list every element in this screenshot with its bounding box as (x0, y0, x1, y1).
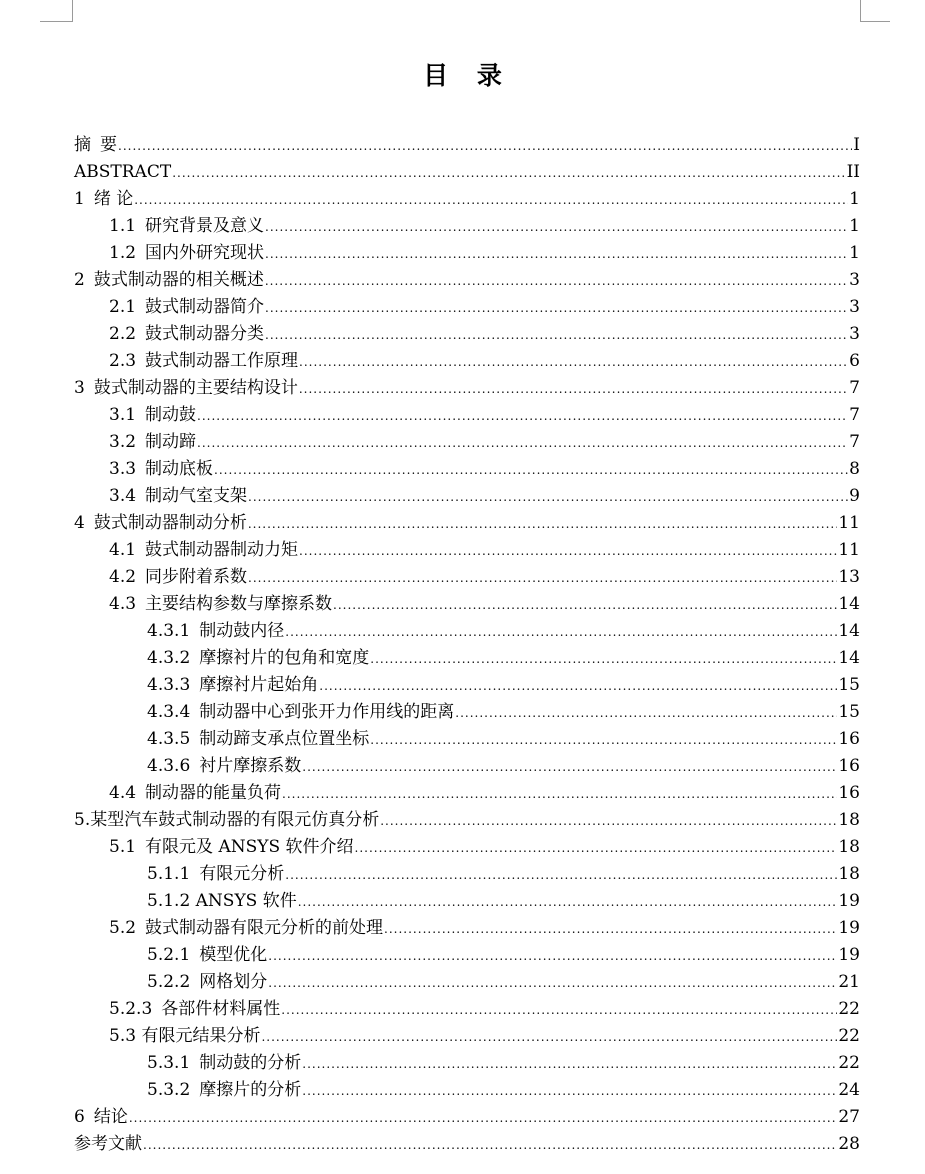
toc-entry-label (109, 591, 332, 618)
toc-entry-label (147, 672, 318, 699)
toc-dot-leader (172, 160, 845, 187)
toc-page-number: 11 (838, 513, 860, 533)
toc-entry-text: 鼓式制动器有限元分析的前处理 (145, 918, 384, 938)
toc-entry-number: 4.3.2 (147, 648, 191, 668)
toc-page-number: 22 (838, 1026, 860, 1046)
toc-entry-text: 鼓式制动器制动力矩 (145, 540, 299, 560)
toc-entry-text: 制动底板 (145, 459, 214, 479)
toc-page-number: 21 (838, 972, 860, 992)
toc-dot-leader (118, 133, 852, 160)
crop-mark-top-left-vertical (72, 0, 73, 22)
toc-entry-text: 鼓式制动器的主要结构设计 (93, 378, 298, 398)
toc-page-number: 14 (838, 621, 860, 641)
toc-entry-label (109, 240, 264, 267)
toc-entry-text: 各部件材料属性 (161, 999, 281, 1019)
toc-page-number: 18 (838, 837, 860, 857)
toc-entry[interactable] (74, 753, 860, 780)
toc-entry-text: 参考文献 (74, 1134, 142, 1154)
toc-entry-text: ABSTRACT (74, 162, 172, 182)
toc-entry-label (109, 483, 247, 510)
toc-entry-label (74, 267, 264, 294)
toc-dot-leader (319, 673, 837, 700)
toc-dot-leader (298, 889, 838, 916)
toc-entry-label (109, 780, 281, 807)
toc-entry[interactable] (74, 780, 860, 807)
toc-entry-label (109, 996, 280, 1023)
toc-entry[interactable] (74, 942, 860, 969)
toc-entry-number: 2.3 (109, 351, 137, 371)
toc-entry-label (109, 834, 354, 861)
toc-dot-leader (285, 619, 837, 646)
toc-entry-label (74, 1104, 128, 1131)
toc-entry-number: 3 (74, 378, 85, 398)
toc-entry-number: 4.4 (109, 783, 137, 803)
toc-dot-leader (129, 1105, 838, 1132)
toc-entry-label (147, 726, 369, 753)
toc-entry[interactable] (74, 294, 860, 321)
toc-entry[interactable] (74, 510, 860, 537)
toc-entry-label (74, 510, 247, 537)
toc-entry[interactable] (74, 699, 860, 726)
toc-entry-label (74, 186, 133, 213)
toc-dot-leader (197, 430, 848, 457)
toc-entry-text: 同步附着系数 (145, 567, 248, 587)
toc-page-number: 6 (849, 351, 860, 371)
toc-dot-leader (299, 349, 848, 376)
toc-entry-number: 5.2.3 (109, 999, 153, 1019)
toc-entry-text: 模型优化 (199, 945, 268, 965)
toc-dot-leader (248, 565, 837, 592)
toc-dot-leader (285, 862, 837, 889)
toc-page-number: 3 (849, 324, 860, 344)
toc-entry-label (147, 888, 297, 915)
toc-page-number: 16 (838, 756, 860, 776)
toc-page-number: 19 (838, 945, 860, 965)
toc-entry-text: 衬片摩擦系数 (199, 756, 302, 776)
toc-entry-number: 6 (74, 1107, 85, 1127)
toc-page-number: 1 (849, 243, 860, 263)
toc-entry[interactable] (74, 888, 860, 915)
toc-entry-number: 4.3.1 (147, 621, 191, 641)
toc-entry-number: 4.1 (109, 540, 137, 560)
toc-dot-leader (268, 943, 837, 970)
toc-dot-leader (248, 484, 848, 511)
toc-dot-leader (281, 997, 837, 1024)
toc-page-number: 7 (849, 378, 860, 398)
toc-entry-text: 有限元及 ANSYS 软件介绍 (145, 837, 354, 857)
toc-entry-label (147, 699, 454, 726)
toc-entry-number: 2.2 (109, 324, 137, 344)
toc-dot-leader (370, 646, 837, 673)
toc-entry-number: 5.2.2 (147, 972, 191, 992)
toc-entry-text: 结论 (93, 1107, 128, 1127)
toc-entry-text: 制动器中心到张开力作用线的距离 (199, 702, 455, 722)
toc-dot-leader (248, 511, 838, 538)
toc-entry-number: 3.1 (109, 405, 137, 425)
toc-entry[interactable] (74, 915, 860, 942)
toc-entry-text: 鼓式制动器制动分析 (93, 513, 247, 533)
toc-page-number: 19 (838, 918, 860, 938)
toc-entry-number: 5.2 (109, 918, 137, 938)
toc-entry[interactable] (74, 807, 860, 834)
toc-dot-leader (265, 268, 848, 295)
toc-dot-leader (299, 538, 837, 565)
toc-entry[interactable] (74, 564, 860, 591)
toc-page-number: 7 (849, 432, 860, 452)
toc-dot-leader (384, 916, 837, 943)
toc-entry-label (109, 429, 196, 456)
toc-entry[interactable] (74, 726, 860, 753)
crop-mark-top-left-horizontal (40, 21, 72, 22)
toc-entry-number: 4.3 (109, 594, 137, 614)
toc-entry-label (74, 132, 117, 159)
toc-page-number: 27 (838, 1107, 860, 1127)
toc-dot-leader (261, 1024, 837, 1051)
toc-page-number: 19 (838, 891, 860, 911)
toc-entry[interactable] (74, 1131, 860, 1158)
toc-entry[interactable] (74, 1023, 860, 1050)
toc-dot-leader (455, 700, 837, 727)
toc-page-number: 7 (849, 405, 860, 425)
toc-entry[interactable] (74, 834, 860, 861)
toc-entry[interactable] (74, 645, 860, 672)
toc-entry-number: 3.3 (109, 459, 137, 479)
toc-page-number: 14 (838, 594, 860, 614)
toc-entry-text: 摩擦片的分析 (199, 1080, 302, 1100)
toc-entry[interactable] (74, 429, 860, 456)
toc-entry-number: 5.3.2 (147, 1080, 191, 1100)
toc-entry-text: 5.某型汽车鼓式制动器的有限元仿真分析 (74, 810, 380, 830)
toc-entry-text: 制动蹄 (145, 432, 197, 452)
toc-entry-number: 4.3.4 (147, 702, 191, 722)
toc-page-number: 11 (838, 540, 860, 560)
toc-dot-leader (265, 214, 848, 241)
toc-entry-text: 制动器的能量负荷 (145, 783, 282, 803)
toc-dot-leader (214, 457, 848, 484)
toc-entry-text: 制动鼓的分析 (199, 1053, 302, 1073)
toc-page-number: 28 (838, 1134, 860, 1154)
toc-entry[interactable] (74, 456, 860, 483)
toc-entry-text: 摩擦衬片的包角和宽度 (199, 648, 370, 668)
toc-entry-label (147, 753, 301, 780)
toc-dot-leader (370, 727, 837, 754)
toc-dot-leader (268, 970, 837, 997)
toc-dot-leader (265, 322, 848, 349)
toc-entry-number: 4 (74, 513, 85, 533)
toc-entry-number: 3.2 (109, 432, 137, 452)
toc-entry-label (147, 861, 284, 888)
toc-entry-label (147, 1050, 301, 1077)
toc-dot-leader (355, 835, 838, 862)
toc-entry-number: 1 (74, 189, 85, 209)
toc-entry[interactable] (74, 591, 860, 618)
toc-entry-text: 鼓式制动器的相关概述 (93, 270, 264, 290)
toc-entry-label (109, 456, 213, 483)
toc-entry-text: 制动蹄支承点位置坐标 (199, 729, 370, 749)
toc-entry[interactable] (74, 159, 860, 186)
toc-page-number: 24 (838, 1080, 860, 1100)
toc-dot-leader (143, 1132, 837, 1159)
toc-entry-label (109, 294, 264, 321)
toc-entry-label (147, 969, 267, 996)
toc-entry-text: 制动鼓内径 (199, 621, 285, 641)
toc-entry[interactable] (74, 321, 860, 348)
toc-page-number: 15 (838, 675, 860, 695)
toc-entry-text: 制动气室支架 (145, 486, 248, 506)
toc-entry-text: 研究背景及意义 (145, 216, 265, 236)
toc-entry-text: 制动鼓 (145, 405, 197, 425)
toc-entry-text: 网格划分 (199, 972, 268, 992)
toc-page-number: 18 (838, 864, 860, 884)
toc-entry[interactable] (74, 1077, 860, 1104)
toc-dot-leader (197, 403, 848, 430)
toc-entry[interactable] (74, 672, 860, 699)
toc-entry-label (109, 402, 196, 429)
toc-entry-label (74, 375, 298, 402)
toc-entry-label (74, 807, 379, 834)
page-title: 目 录 (423, 61, 512, 90)
toc-page-number: 1 (849, 216, 860, 236)
toc-entry-number: 2.1 (109, 297, 137, 317)
toc-entry-number: 5.1 (109, 837, 137, 857)
toc-entry-text: 5.3 有限元结果分析 (109, 1026, 261, 1046)
toc-entry[interactable] (74, 213, 860, 240)
toc-page-number: 16 (838, 729, 860, 749)
toc-entry-text: 要 (100, 135, 117, 155)
toc-entry-label (109, 213, 264, 240)
toc-entry-label (147, 942, 267, 969)
toc-entry[interactable] (74, 861, 860, 888)
toc-entry[interactable] (74, 537, 860, 564)
toc-entry[interactable] (74, 132, 860, 159)
toc-dot-leader (265, 241, 848, 268)
toc-entry[interactable] (74, 402, 860, 429)
toc-entry[interactable] (74, 267, 860, 294)
toc-entry-label (147, 645, 369, 672)
toc-entry-label (74, 1131, 142, 1158)
toc-entry-label (74, 159, 171, 186)
toc-page-number: 8 (849, 459, 860, 479)
toc-dot-leader (265, 295, 848, 322)
toc-entry-label (109, 321, 264, 348)
toc-page-number: 1 (849, 189, 860, 209)
toc-entry-number: 摘 (74, 135, 91, 155)
toc-entry-label (147, 1077, 301, 1104)
toc-dot-leader (302, 754, 837, 781)
toc-entry-label (147, 618, 284, 645)
toc-dot-leader (302, 1051, 837, 1078)
crop-mark-top-right-vertical (860, 0, 861, 22)
toc-entry-text: 鼓式制动器分类 (145, 324, 265, 344)
toc-entry[interactable] (74, 483, 860, 510)
toc-entry-number: 4.3.5 (147, 729, 191, 749)
toc-entry-text: 鼓式制动器工作原理 (145, 351, 299, 371)
toc-page-number: II (846, 162, 860, 182)
toc-page-number: 18 (838, 810, 860, 830)
toc-entry-label (109, 348, 298, 375)
toc-entry[interactable] (74, 996, 860, 1023)
toc-entry-text: 摩擦衬片起始角 (199, 675, 319, 695)
toc-entry[interactable] (74, 618, 860, 645)
toc-dot-leader (333, 592, 837, 619)
toc-entry-label (109, 564, 247, 591)
toc-page-number: 14 (838, 648, 860, 668)
toc-entry-text: 有限元分析 (199, 864, 285, 884)
toc-entry-text: 国内外研究现状 (145, 243, 265, 263)
toc-dot-leader (380, 808, 837, 835)
toc-page-number: 3 (849, 297, 860, 317)
toc-entry-number: 5.2.1 (147, 945, 191, 965)
toc-entry[interactable] (74, 186, 860, 213)
toc-entry-number: 1.2 (109, 243, 137, 263)
toc-entry-number: 4.2 (109, 567, 137, 587)
toc-page-number: 16 (838, 783, 860, 803)
toc-entry-label (109, 1023, 260, 1050)
toc-entry-number: 5.3.1 (147, 1053, 191, 1073)
toc-entry[interactable] (74, 348, 860, 375)
toc-dot-leader (302, 1078, 837, 1105)
toc-entry-number: 1.1 (109, 216, 137, 236)
toc-dot-leader (299, 376, 848, 403)
toc-entry-label (109, 537, 298, 564)
table-of-contents (74, 132, 860, 1158)
toc-entry[interactable] (74, 240, 860, 267)
toc-entry-number: 4.3.6 (147, 756, 191, 776)
toc-entry-number: 3.4 (109, 486, 137, 506)
toc-page-number: I (853, 135, 860, 155)
toc-entry-text: 5.1.2 ANSYS 软件 (147, 891, 297, 911)
toc-page-number: 15 (838, 702, 860, 722)
toc-page-number: 22 (838, 1053, 860, 1073)
toc-entry-number: 5.1.1 (147, 864, 191, 884)
toc-page-number: 3 (849, 270, 860, 290)
toc-entry-number: 2 (74, 270, 85, 290)
toc-entry[interactable] (74, 1104, 860, 1131)
toc-page-number: 13 (838, 567, 860, 587)
toc-entry[interactable] (74, 969, 860, 996)
toc-entry[interactable] (74, 1050, 860, 1077)
toc-dot-leader (282, 781, 837, 808)
toc-page-number: 9 (849, 486, 860, 506)
toc-entry-text: 鼓式制动器简介 (145, 297, 265, 317)
crop-mark-top-right-horizontal (860, 21, 890, 22)
toc-entry-label (109, 915, 383, 942)
toc-page-number: 22 (838, 999, 860, 1019)
toc-entry-text: 绪 论 (93, 189, 134, 209)
toc-entry-number: 4.3.3 (147, 675, 191, 695)
toc-dot-leader (134, 187, 848, 214)
toc-entry[interactable] (74, 375, 860, 402)
toc-entry-text: 主要结构参数与摩擦系数 (145, 594, 333, 614)
